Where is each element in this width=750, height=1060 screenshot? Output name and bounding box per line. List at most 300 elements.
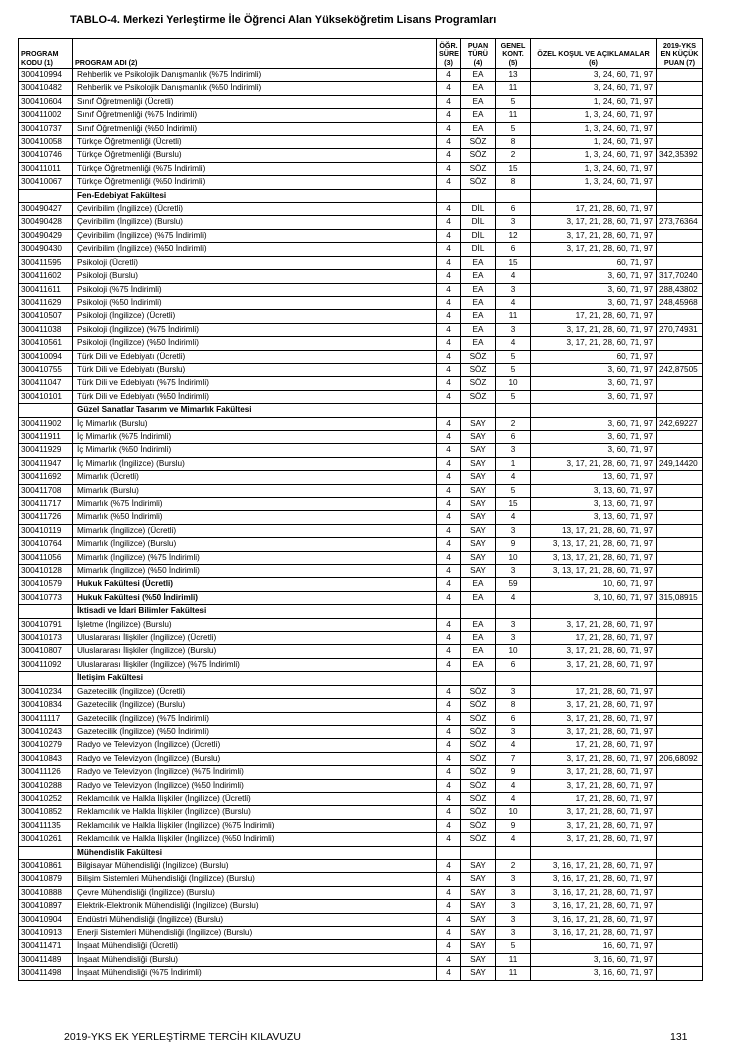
quota-cell: 3: [496, 283, 531, 296]
table-row: [19, 940, 703, 953]
duration-cell: 4: [437, 511, 461, 524]
score-type-cell: SÖZ: [461, 725, 496, 738]
duration-cell: [437, 404, 461, 417]
table-row: [19, 350, 703, 363]
table-row: [19, 444, 703, 457]
program-code-cell: [19, 846, 73, 859]
quota-cell: 4: [496, 511, 531, 524]
program-name-cell: İşletme (İngilizce) (Burslu): [73, 618, 437, 631]
duration-cell: 4: [437, 471, 461, 484]
program-name-cell: Mimarlık (Burslu): [73, 484, 437, 497]
conditions-cell: 3, 13, 17, 21, 28, 60, 71, 97: [531, 538, 657, 551]
footer-guide-title: 2019-YKS EK YERLEŞTİRME TERCİH KILAVUZU: [64, 1031, 301, 1043]
page-title: TABLO-4. Merkezi Yerleştirme İle Öğrenci Alan Yükseköğretim Lisans Programları: [70, 14, 497, 26]
program-name-cell: Radyo ve Televizyon (İngilizce) (%50 İndirimli): [73, 779, 437, 792]
min-score-cell: [657, 806, 703, 819]
min-score-cell: [657, 873, 703, 886]
score-type-cell: SAY: [461, 967, 496, 980]
table-row: [19, 779, 703, 792]
quota-cell: 8: [496, 136, 531, 149]
duration-cell: 4: [437, 913, 461, 926]
duration-cell: [437, 189, 461, 202]
quota-cell: 11: [496, 967, 531, 980]
program-name-cell: Reklamcılık ve Halkla İlişkiler (İngilizce) (Ücretli): [73, 792, 437, 805]
duration-cell: 4: [437, 203, 461, 216]
duration-cell: 4: [437, 953, 461, 966]
quota-cell: [496, 605, 531, 618]
duration-cell: 4: [437, 927, 461, 940]
duration-cell: 4: [437, 149, 461, 162]
quota-cell: 1: [496, 457, 531, 470]
table-row: [19, 900, 703, 913]
score-type-cell: SÖZ: [461, 149, 496, 162]
table-row: [19, 377, 703, 390]
min-score-cell: 206,68092: [657, 752, 703, 765]
conditions-cell: 3, 60, 71, 97: [531, 417, 657, 430]
table-row: [19, 457, 703, 470]
quota-cell: 5: [496, 122, 531, 135]
quota-cell: [496, 404, 531, 417]
conditions-cell: 1, 3, 24, 60, 71, 97: [531, 122, 657, 135]
score-type-cell: SÖZ: [461, 176, 496, 189]
program-name-cell: Hukuk Fakültesi (%50 İndirimli): [73, 591, 437, 604]
table-row: [19, 819, 703, 832]
quota-cell: 3: [496, 900, 531, 913]
table-row: [19, 310, 703, 323]
score-type-cell: SAY: [461, 484, 496, 497]
duration-cell: 4: [437, 766, 461, 779]
duration-cell: 4: [437, 122, 461, 135]
program-code-cell: 300410773: [19, 591, 73, 604]
score-type-cell: SÖZ: [461, 363, 496, 376]
program-code-cell: 300410561: [19, 337, 73, 350]
min-score-cell: [657, 551, 703, 564]
score-type-cell: EA: [461, 256, 496, 269]
quota-cell: 4: [496, 739, 531, 752]
conditions-cell: 3, 16, 17, 21, 28, 60, 71, 97: [531, 900, 657, 913]
program-name-cell: Mimarlık (İngilizce) (%50 İndirimli): [73, 565, 437, 578]
program-code-cell: 300490429: [19, 229, 73, 242]
quota-cell: 5: [496, 350, 531, 363]
program-name-cell: Mimarlık (İngilizce) (%75 İndirimli): [73, 551, 437, 564]
quota-cell: 4: [496, 591, 531, 604]
quota-cell: 3: [496, 685, 531, 698]
conditions-cell: 3, 17, 21, 28, 60, 71, 97: [531, 766, 657, 779]
score-type-cell: EA: [461, 337, 496, 350]
program-code-cell: 300410119: [19, 524, 73, 537]
quota-cell: 4: [496, 296, 531, 309]
score-type-cell: [461, 189, 496, 202]
score-type-cell: SAY: [461, 551, 496, 564]
program-name-cell: Uluslararası İlişkiler (İngilizce) (Ücretli): [73, 632, 437, 645]
quota-cell: 10: [496, 551, 531, 564]
duration-cell: 4: [437, 524, 461, 537]
quota-cell: 2: [496, 149, 531, 162]
min-score-cell: [657, 632, 703, 645]
score-type-cell: EA: [461, 632, 496, 645]
conditions-cell: 3, 60, 71, 97: [531, 390, 657, 403]
min-score-cell: [657, 229, 703, 242]
score-type-cell: SÖZ: [461, 350, 496, 363]
table-row: [19, 886, 703, 899]
score-type-cell: SAY: [461, 927, 496, 940]
quota-cell: 4: [496, 792, 531, 805]
score-type-cell: SÖZ: [461, 699, 496, 712]
table-row: [19, 270, 703, 283]
quota-cell: 3: [496, 886, 531, 899]
program-name-cell: Fen-Edebiyat Fakültesi: [73, 189, 437, 202]
quota-cell: 3: [496, 873, 531, 886]
quota-cell: [496, 672, 531, 685]
program-name-cell: Sınıf Öğretmenliği (%50 İndirimli): [73, 122, 437, 135]
min-score-cell: [657, 699, 703, 712]
score-type-cell: SAY: [461, 538, 496, 551]
score-type-cell: SAY: [461, 417, 496, 430]
table-row: [19, 712, 703, 725]
score-type-cell: DİL: [461, 216, 496, 229]
quota-cell: 11: [496, 310, 531, 323]
min-score-cell: [657, 605, 703, 618]
table-row: [19, 953, 703, 966]
program-code-cell: [19, 672, 73, 685]
min-score-cell: [657, 618, 703, 631]
program-name-cell: Çeviribilim (İngilizce) (Ücretli): [73, 203, 437, 216]
table-row: [19, 229, 703, 242]
score-type-cell: SÖZ: [461, 136, 496, 149]
table-row: [19, 725, 703, 738]
table-row: [19, 685, 703, 698]
program-code-cell: 300410888: [19, 886, 73, 899]
table-row: [19, 69, 703, 82]
score-type-cell: EA: [461, 310, 496, 323]
program-code-cell: 300411629: [19, 296, 73, 309]
quota-cell: 2: [496, 859, 531, 872]
conditions-cell: 17, 21, 28, 60, 71, 97: [531, 792, 657, 805]
conditions-cell: 3, 17, 21, 28, 60, 71, 97: [531, 323, 657, 336]
program-code-cell: 300411902: [19, 417, 73, 430]
conditions-cell: 1, 24, 60, 71, 97: [531, 136, 657, 149]
quota-cell: 6: [496, 203, 531, 216]
header-conditions: ÖZEL KOŞUL VE AÇIKLAMALAR (6): [531, 39, 657, 69]
duration-cell: 4: [437, 390, 461, 403]
min-score-cell: [657, 725, 703, 738]
duration-cell: 4: [437, 498, 461, 511]
duration-cell: 4: [437, 337, 461, 350]
conditions-cell: 13, 60, 71, 97: [531, 471, 657, 484]
duration-cell: 4: [437, 82, 461, 95]
program-code-cell: 300410879: [19, 873, 73, 886]
min-score-cell: [657, 404, 703, 417]
score-type-cell: SAY: [461, 498, 496, 511]
conditions-cell: 3, 17, 21, 28, 60, 71, 97: [531, 725, 657, 738]
min-score-cell: [657, 69, 703, 82]
min-score-cell: [657, 967, 703, 980]
duration-cell: 4: [437, 538, 461, 551]
page-number: 131: [670, 1031, 688, 1043]
faculty-section-row: [19, 605, 703, 618]
score-type-cell: SÖZ: [461, 779, 496, 792]
duration-cell: 4: [437, 243, 461, 256]
conditions-cell: 1, 3, 24, 60, 71, 97: [531, 109, 657, 122]
table-row: [19, 833, 703, 846]
score-type-cell: SÖZ: [461, 685, 496, 698]
duration-cell: 4: [437, 270, 461, 283]
program-code-cell: 300490427: [19, 203, 73, 216]
quota-cell: 10: [496, 645, 531, 658]
quota-cell: 10: [496, 806, 531, 819]
duration-cell: 4: [437, 578, 461, 591]
min-score-cell: [657, 95, 703, 108]
min-score-cell: [657, 672, 703, 685]
quota-cell: 4: [496, 471, 531, 484]
table-row: [19, 752, 703, 765]
conditions-cell: 16, 60, 71, 97: [531, 940, 657, 953]
program-name-cell: Mimarlık (%75 İndirimli): [73, 498, 437, 511]
min-score-cell: 248,45968: [657, 296, 703, 309]
conditions-cell: [531, 672, 657, 685]
program-code-cell: 300411498: [19, 967, 73, 980]
min-score-cell: [657, 109, 703, 122]
program-code-cell: 300411947: [19, 457, 73, 470]
duration-cell: 4: [437, 779, 461, 792]
table-row: [19, 296, 703, 309]
conditions-cell: 3, 60, 71, 97: [531, 363, 657, 376]
program-code-cell: 300410604: [19, 95, 73, 108]
table-row: [19, 591, 703, 604]
duration-cell: 4: [437, 430, 461, 443]
conditions-cell: 1, 3, 24, 60, 71, 97: [531, 176, 657, 189]
conditions-cell: 3, 16, 17, 21, 28, 60, 71, 97: [531, 873, 657, 886]
score-type-cell: SAY: [461, 900, 496, 913]
quota-cell: 8: [496, 176, 531, 189]
program-name-cell: Gazetecilik (İngilizce) (Burslu): [73, 699, 437, 712]
score-type-cell: EA: [461, 283, 496, 296]
program-name-cell: Endüstri Mühendisliği (İngilizce) (Burslu): [73, 913, 437, 926]
table-row: [19, 363, 703, 376]
conditions-cell: 3, 17, 21, 28, 60, 71, 97: [531, 243, 657, 256]
conditions-cell: [531, 404, 657, 417]
program-code-cell: 300410852: [19, 806, 73, 819]
table-row: [19, 484, 703, 497]
score-type-cell: DİL: [461, 229, 496, 242]
quota-cell: 3: [496, 927, 531, 940]
program-name-cell: Türkçe Öğretmenliği (%75 İndirimli): [73, 162, 437, 175]
score-type-cell: EA: [461, 82, 496, 95]
conditions-cell: 10, 60, 71, 97: [531, 578, 657, 591]
program-code-cell: 300411692: [19, 471, 73, 484]
duration-cell: 4: [437, 940, 461, 953]
program-name-cell: Elektrik-Elektronik Mühendisliği (İngilizce) (Burslu): [73, 900, 437, 913]
program-name-cell: İnşaat Mühendisliği (%75 İndirimli): [73, 967, 437, 980]
duration-cell: 4: [437, 645, 461, 658]
score-type-cell: SAY: [461, 430, 496, 443]
quota-cell: 9: [496, 766, 531, 779]
program-name-cell: İç Mimarlık (Burslu): [73, 417, 437, 430]
program-name-cell: Bilişim Sistemleri Mühendisliği (İngilizce) (Burslu): [73, 873, 437, 886]
score-type-cell: SÖZ: [461, 833, 496, 846]
table-row: [19, 913, 703, 926]
program-code-cell: 300410482: [19, 82, 73, 95]
quota-cell: 3: [496, 565, 531, 578]
program-name-cell: Çeviribilim (İngilizce) (%50 İndirimli): [73, 243, 437, 256]
program-code-cell: 300410279: [19, 739, 73, 752]
table-row: [19, 806, 703, 819]
program-name-cell: Rehberlik ve Psikolojik Danışmanlık (%50 İndirimli): [73, 82, 437, 95]
duration-cell: 4: [437, 792, 461, 805]
program-code-cell: [19, 605, 73, 618]
conditions-cell: 13, 17, 21, 28, 60, 71, 97: [531, 524, 657, 537]
program-name-cell: Gazetecilik (İngilizce) (Ücretli): [73, 685, 437, 698]
duration-cell: [437, 605, 461, 618]
duration-cell: [437, 672, 461, 685]
duration-cell: 4: [437, 873, 461, 886]
faculty-section-row: [19, 189, 703, 202]
duration-cell: 4: [437, 859, 461, 872]
score-type-cell: [461, 846, 496, 859]
quota-cell: 6: [496, 430, 531, 443]
program-name-cell: Reklamcılık ve Halkla İlişkiler (İngilizce) (Burslu): [73, 806, 437, 819]
conditions-cell: 3, 60, 71, 97: [531, 296, 657, 309]
table-row: [19, 658, 703, 671]
conditions-cell: 3, 17, 21, 28, 60, 71, 97: [531, 699, 657, 712]
program-name-cell: Mühendislik Fakültesi: [73, 846, 437, 859]
program-code-cell: 300411489: [19, 953, 73, 966]
min-score-cell: [657, 645, 703, 658]
quota-cell: 3: [496, 216, 531, 229]
min-score-cell: [657, 739, 703, 752]
program-code-cell: 300410094: [19, 350, 73, 363]
program-name-cell: İç Mimarlık (%50 İndirimli): [73, 444, 437, 457]
duration-cell: 4: [437, 739, 461, 752]
program-code-cell: 300410897: [19, 900, 73, 913]
conditions-cell: 3, 13, 17, 21, 28, 60, 71, 97: [531, 565, 657, 578]
min-score-cell: 242,87505: [657, 363, 703, 376]
program-name-cell: Mimarlık (İngilizce) (Burslu): [73, 538, 437, 551]
conditions-cell: 3, 16, 17, 21, 28, 60, 71, 97: [531, 927, 657, 940]
conditions-cell: 60, 71, 97: [531, 350, 657, 363]
program-code-cell: 300411117: [19, 712, 73, 725]
table-row: [19, 256, 703, 269]
table-row: [19, 927, 703, 940]
min-score-cell: [657, 859, 703, 872]
score-type-cell: SAY: [461, 886, 496, 899]
table-row: [19, 430, 703, 443]
program-code-cell: 300410173: [19, 632, 73, 645]
table-row: [19, 551, 703, 564]
conditions-cell: 3, 17, 21, 28, 60, 71, 97: [531, 618, 657, 631]
min-score-cell: [657, 203, 703, 216]
table-row: [19, 323, 703, 336]
program-code-cell: 300411056: [19, 551, 73, 564]
conditions-cell: 1, 3, 24, 60, 71, 97: [531, 149, 657, 162]
conditions-cell: 1, 3, 24, 60, 71, 97: [531, 162, 657, 175]
program-name-cell: Türk Dili ve Edebiyatı (%50 İndirimli): [73, 390, 437, 403]
program-name-cell: Gazetecilik (İngilizce) (%50 İndirimli): [73, 725, 437, 738]
conditions-cell: 3, 60, 71, 97: [531, 377, 657, 390]
duration-cell: 4: [437, 967, 461, 980]
program-code-cell: 300411471: [19, 940, 73, 953]
quota-cell: 3: [496, 618, 531, 631]
table-row: [19, 243, 703, 256]
program-code-cell: 300410579: [19, 578, 73, 591]
conditions-cell: 3, 16, 17, 21, 28, 60, 71, 97: [531, 913, 657, 926]
table-row: [19, 471, 703, 484]
program-name-cell: Türk Dili ve Edebiyatı (%75 İndirimli): [73, 377, 437, 390]
min-score-cell: [657, 511, 703, 524]
program-code-cell: 300411929: [19, 444, 73, 457]
program-name-cell: Radyo ve Televizyon (İngilizce) (Ücretli): [73, 739, 437, 752]
quota-cell: 12: [496, 229, 531, 242]
conditions-cell: 3, 17, 21, 28, 60, 71, 97: [531, 833, 657, 846]
table-body: [19, 69, 703, 981]
conditions-cell: 3, 16, 60, 71, 97: [531, 953, 657, 966]
min-score-cell: [657, 310, 703, 323]
program-code-cell: 300411611: [19, 283, 73, 296]
program-name-cell: Türk Dili ve Edebiyatı (Ücretli): [73, 350, 437, 363]
conditions-cell: 3, 60, 71, 97: [531, 270, 657, 283]
quota-cell: 11: [496, 953, 531, 966]
program-name-cell: Reklamcılık ve Halkla İlişkiler (İngilizce) (%50 İndirimli): [73, 833, 437, 846]
duration-cell: 4: [437, 162, 461, 175]
program-name-cell: Psikoloji (Ücretli): [73, 256, 437, 269]
conditions-cell: 3, 60, 71, 97: [531, 283, 657, 296]
conditions-cell: 17, 21, 28, 60, 71, 97: [531, 203, 657, 216]
min-score-cell: 242,69227: [657, 417, 703, 430]
table-row: [19, 524, 703, 537]
table-row: [19, 136, 703, 149]
score-type-cell: EA: [461, 323, 496, 336]
score-type-cell: SÖZ: [461, 766, 496, 779]
program-name-cell: Mimarlık (İngilizce) (Ücretli): [73, 524, 437, 537]
conditions-cell: 3, 17, 21, 28, 60, 71, 97: [531, 752, 657, 765]
program-code-cell: 300410913: [19, 927, 73, 940]
program-code-cell: 300411726: [19, 511, 73, 524]
conditions-cell: 17, 21, 28, 60, 71, 97: [531, 310, 657, 323]
conditions-cell: 3, 13, 60, 71, 97: [531, 511, 657, 524]
duration-cell: 4: [437, 296, 461, 309]
program-code-cell: 300411002: [19, 109, 73, 122]
duration-cell: 4: [437, 819, 461, 832]
min-score-cell: [657, 846, 703, 859]
table-row: [19, 95, 703, 108]
quota-cell: 8: [496, 699, 531, 712]
program-code-cell: 300410101: [19, 390, 73, 403]
duration-cell: 4: [437, 323, 461, 336]
table-row: [19, 873, 703, 886]
score-type-cell: SÖZ: [461, 162, 496, 175]
score-type-cell: SÖZ: [461, 390, 496, 403]
program-code-cell: 300410904: [19, 913, 73, 926]
duration-cell: 4: [437, 216, 461, 229]
program-name-cell: İletişim Fakültesi: [73, 672, 437, 685]
score-type-cell: EA: [461, 270, 496, 283]
table-row: [19, 176, 703, 189]
min-score-cell: [657, 578, 703, 591]
min-score-cell: [657, 927, 703, 940]
program-code-cell: 300410507: [19, 310, 73, 323]
header-score-type: PUAN TÜRÜ (4): [461, 39, 496, 69]
min-score-cell: [657, 792, 703, 805]
score-type-cell: DİL: [461, 243, 496, 256]
duration-cell: 4: [437, 551, 461, 564]
program-name-cell: Psikoloji (Burslu): [73, 270, 437, 283]
min-score-cell: [657, 685, 703, 698]
program-code-cell: 300410755: [19, 363, 73, 376]
program-name-cell: Türkçe Öğretmenliği (%50 İndirimli): [73, 176, 437, 189]
table-row: [19, 109, 703, 122]
min-score-cell: [657, 886, 703, 899]
header-program-name: PROGRAM ADI (2): [73, 39, 437, 69]
